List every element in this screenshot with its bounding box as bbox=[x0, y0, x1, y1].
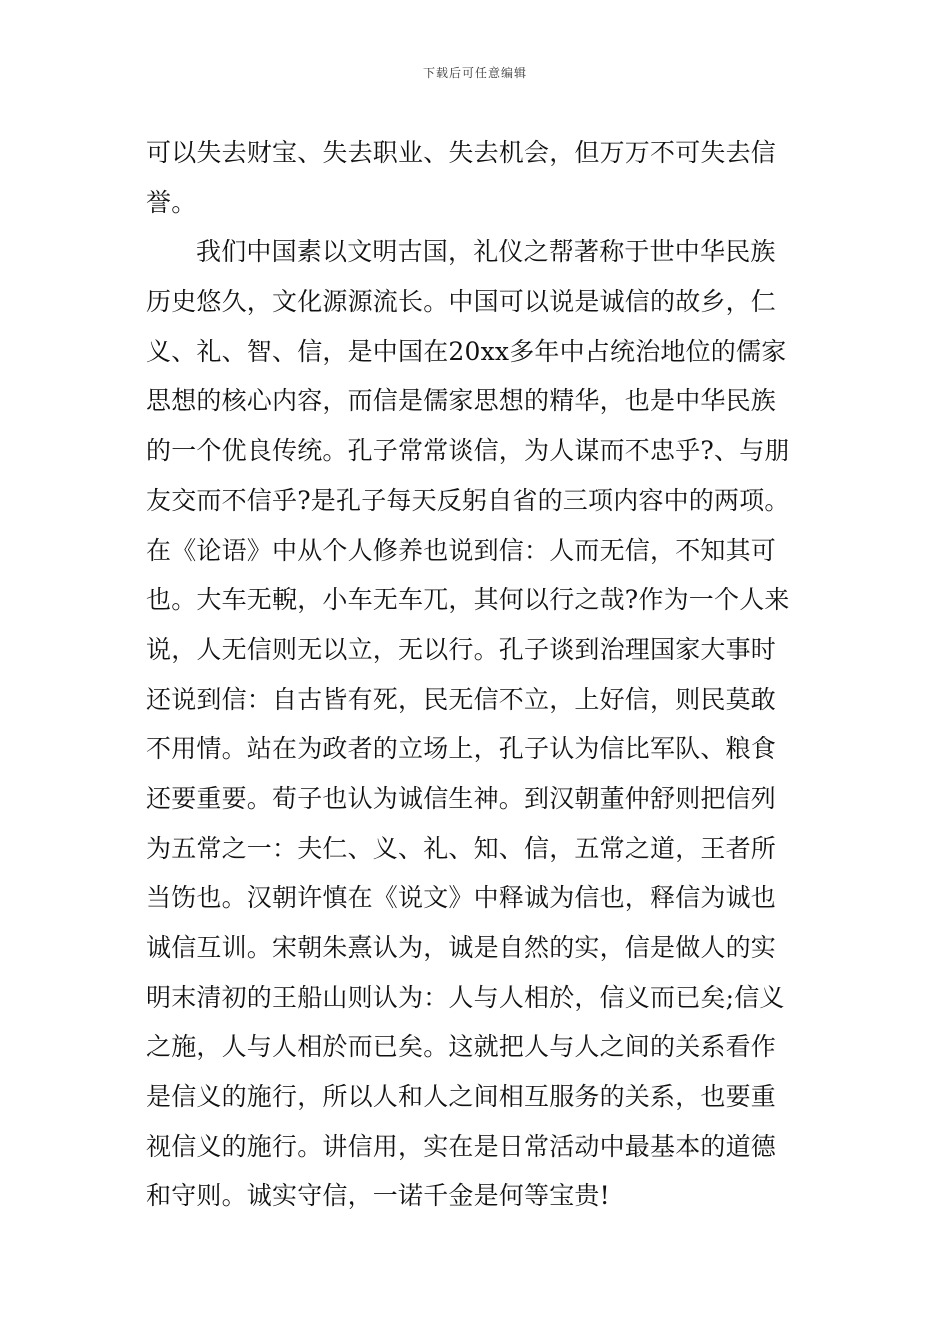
text-line: 也。大车无輗，小车无车兀，其何以行之哉?作为一个人来 bbox=[146, 585, 790, 615]
text-line: 当饬也。汉朝许慎在《说文》中释诚为信也，释信为诚也 bbox=[146, 883, 777, 913]
text-line: 义、礼、智、信，是中国在20xx多年中占统治地位的儒家 bbox=[146, 336, 787, 366]
page-header: 下载后可任意编辑 bbox=[422, 66, 527, 80]
text-line: 的一个优良传统。孔子常常谈信，为人谋而不忠乎?、与朋 bbox=[146, 436, 790, 466]
text-line: 明末清初的王船山则认为：人与人相於，信义而已矣;信义 bbox=[146, 982, 785, 1012]
text-line: 是信义的施行，所以人和人之间相互服务的关系，也要重 bbox=[146, 1082, 777, 1112]
text-line: 友交而不信乎?是孔子每天反躬自省的三项内容中的两项。 bbox=[146, 485, 790, 515]
text-line: 为五常之一：夫仁、义、礼、知、信，五常之道，王者所 bbox=[146, 833, 777, 863]
paragraph-first-line: 我们中国素以文明古国，礼仪之帮著称于世中华民族 bbox=[196, 237, 776, 267]
text-line: 之施，人与人相於而已矣。这就把人与人之间的关系看作 bbox=[146, 1032, 777, 1062]
text-line: 视信义的施行。讲信用，实在是日常活动中最基本的道德 bbox=[146, 1131, 777, 1161]
body-text bbox=[146, 128, 806, 1221]
text-line: 不用情。站在为政者的立场上，孔子认为信比军队、粮食 bbox=[146, 734, 777, 764]
text-line: 誉。 bbox=[146, 187, 197, 217]
text-line: 诚信互训。宋朝朱熹认为，诚是自然的实，信是做人的实 bbox=[146, 933, 777, 962]
text-line: 历史悠久，文化源源流长。中国可以说是诚信的故乡，仁 bbox=[146, 287, 777, 317]
text-line: 在《论语》中从个人修养也说到信：人而无信，不知其可 bbox=[146, 535, 777, 565]
text-line: 思想的核心内容，而信是儒家思想的精华，也是中华民族 bbox=[146, 386, 777, 416]
text-line: 说，人无信则无以立，无以行。孔子谈到治理国家大事时 bbox=[146, 634, 777, 664]
text-line: 还说到信：自古皆有死，民无信不立，上好信，则民莫敢 bbox=[146, 684, 777, 714]
text-line: 和守则。诚实守信，一诺千金是何等宝贵! bbox=[146, 1181, 610, 1211]
text-line: 还要重要。荀子也认为诚信生神。到汉朝董仲舒则把信列 bbox=[146, 783, 777, 813]
text-line: 可以失去财宝、失去职业、失去机会，但万万不可失去信 bbox=[146, 138, 777, 167]
